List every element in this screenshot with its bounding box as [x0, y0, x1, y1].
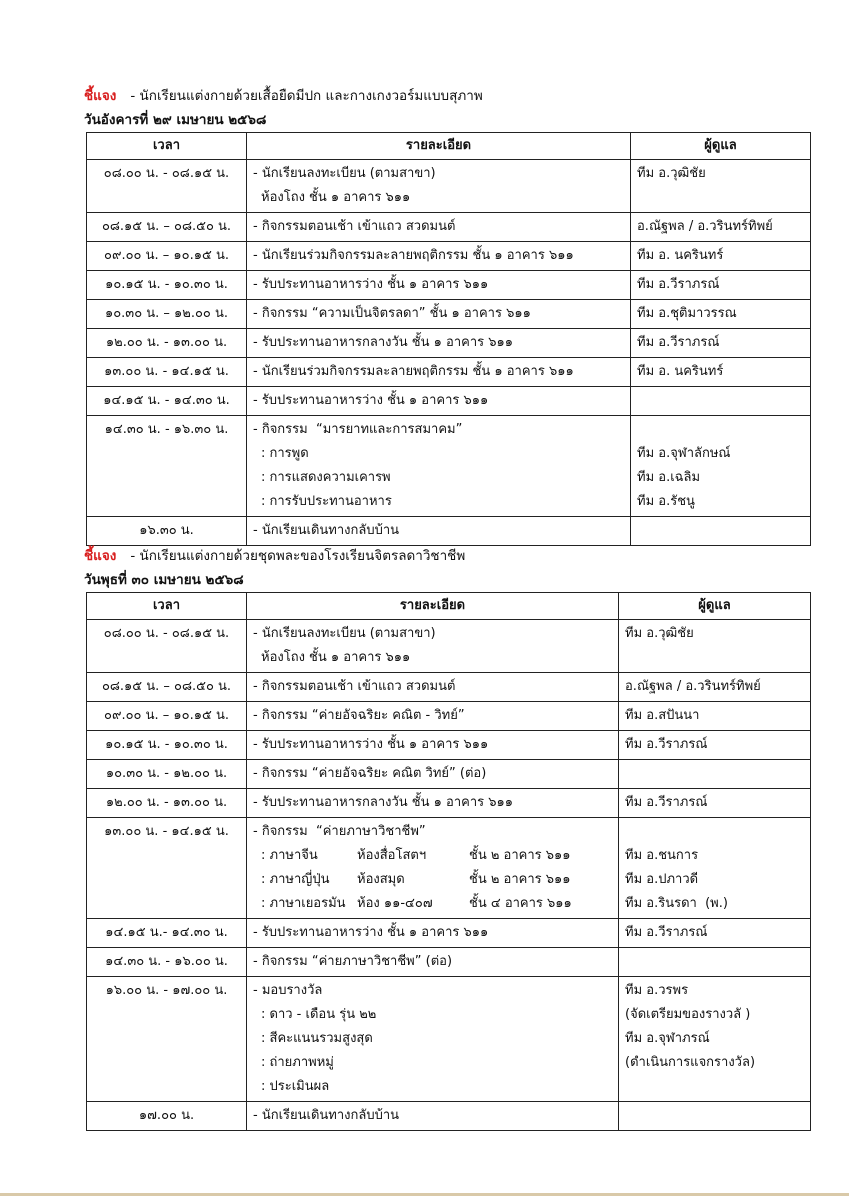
language-room: ห้อง ๑๑-๔๐๗ [357, 896, 433, 911]
row-detail: - นักเรียนเดินทางกลับบ้าน [247, 1102, 619, 1131]
language-floor: ชั้น ๒ อาคาร ๖๑๑ [469, 872, 571, 887]
table-row [87, 387, 811, 416]
staff-line: (ดำเนินการแจกรางวัล) [625, 1055, 756, 1070]
row-detail [247, 818, 619, 919]
row-staff: ทีม อ. นครินทร์ [631, 358, 811, 387]
detail-line: - นักเรียนลงทะเบียน (ตามสาขา) [253, 626, 436, 641]
dress-note-2 [84, 544, 465, 566]
table-row [87, 213, 811, 242]
row-staff [619, 1102, 811, 1131]
row-time: ๐๘.๑๕ น. – ๐๘.๕๐ น. [87, 673, 247, 702]
table-row [87, 977, 811, 1102]
staff-line: ทีม อ.จุฬาภรณ์ [625, 1031, 710, 1046]
detail-sub-item: : ดาว - เดือน รุ่น ๒๒ [261, 1007, 377, 1022]
table-row [87, 948, 811, 977]
staff-line: ทีม อ.ชนการ [625, 848, 699, 863]
row-detail: - รับประทานอาหารว่าง ชั้น ๑ อาคาร ๖๑๑ [247, 271, 631, 300]
language-room: ห้องสื่อโสตฯ [357, 848, 427, 863]
row-time: ๑๗.๐๐ น. [87, 1102, 247, 1131]
row-time: ๑๐.๓๐ น. – ๑๒.๐๐ น. [87, 300, 247, 329]
header-time: เวลา [87, 133, 247, 160]
table-row [87, 620, 811, 673]
row-time: ๑๓.๐๐ น. - ๑๔.๑๕ น. [87, 818, 247, 919]
language-floor: ชั้น ๒ อาคาร ๖๑๑ [469, 848, 571, 863]
staff-line: ทีม อ.จุฬาลักษณ์ [637, 446, 731, 461]
row-time: ๐๘.๑๕ น. – ๐๘.๕๐ น. [87, 213, 247, 242]
table-row [87, 1102, 811, 1131]
row-detail: - รับประทานอาหารกลางวัน ชั้น ๑ อาคาร ๖๑๑ [247, 789, 619, 818]
note-label: ชี้แจง [84, 88, 117, 104]
day-heading-1: วันอังคารที่ ๒๙ เมษายน ๒๕๖๘ [84, 112, 267, 128]
detail-sub-item: : ประเมินผล [261, 1079, 330, 1094]
header-detail: รายละเอียด [247, 593, 619, 620]
day-heading-2: วันพุธที่ ๓๐ เมษายน ๒๕๖๘ [84, 572, 244, 588]
note-text: - นักเรียนแต่งกายด้วยชุดพละของโรงเรียนจิตรลดาวิชาชีพ [130, 548, 466, 564]
schedule-table-1 [86, 132, 811, 546]
table-row [87, 271, 811, 300]
header-staff: ผู้ดูแล [631, 133, 811, 160]
row-time: ๐๘.๐๐ น. - ๐๘.๑๕ น. [87, 160, 247, 213]
row-staff [619, 977, 811, 1102]
row-detail [247, 160, 631, 213]
row-staff [631, 387, 811, 416]
row-detail: - รับประทานอาหารว่าง ชั้น ๑ อาคาร ๖๑๑ [247, 731, 619, 760]
row-time: ๑๔.๑๕ น. - ๑๔.๓๐ น. [87, 387, 247, 416]
row-detail: - กิจกรรม “ค่ายอัจฉริยะ คณิต วิทย์” (ต่อ) [247, 760, 619, 789]
table-row [87, 731, 811, 760]
row-staff [619, 818, 811, 919]
table-row [87, 160, 811, 213]
table-row [87, 242, 811, 271]
staff-line: ทีม อ.ปภาวดี [625, 872, 699, 887]
table-row [87, 789, 811, 818]
row-staff: อ.ณัฐพล / อ.วรินทร์ทิพย์ [631, 213, 811, 242]
table-row [87, 818, 811, 919]
header-detail: รายละเอียด [247, 133, 631, 160]
row-time: ๑๖.๓๐ น. [87, 517, 247, 546]
row-detail: - รับประทานอาหารว่าง ชั้น ๑ อาคาร ๖๑๑ [247, 919, 619, 948]
language-item [253, 892, 612, 916]
row-detail: - นักเรียนร่วมกิจกรรมละลายพฤติกรรม ชั้น ๑ อาคาร ๖๑๑ [247, 358, 631, 387]
dress-note-1 [84, 84, 483, 106]
staff-line: ทีม อ.รัชนู [637, 494, 695, 509]
row-staff: ทีม อ.ชุติมาวรรณ [631, 300, 811, 329]
detail-sub-item: : การแสดงความเคารพ [261, 470, 391, 485]
staff-line: ทีม อ.เฉลิม [637, 470, 701, 485]
row-staff: ทีม อ.วุฒิชัย [631, 160, 811, 213]
row-detail: - รับประทานอาหารกลางวัน ชั้น ๑ อาคาร ๖๑๑ [247, 329, 631, 358]
row-time: ๑๒.๐๐ น. - ๑๓.๐๐ น. [87, 789, 247, 818]
row-time: ๐๙.๐๐ น. – ๑๐.๑๕ น. [87, 242, 247, 271]
row-time: ๑๔.๓๐ น. - ๑๖.๐๐ น. [87, 948, 247, 977]
staff-line: ทีม อ.รินรดา (พ.) [625, 896, 728, 911]
row-detail: - กิจกรรม “ค่ายอัจฉริยะ คณิต - วิทย์” [247, 702, 619, 731]
table-row [87, 416, 811, 517]
table-row [87, 358, 811, 387]
row-time: ๑๐.๑๕ น. - ๑๐.๓๐ น. [87, 731, 247, 760]
row-staff: ทีม อ. นครินทร์ [631, 242, 811, 271]
table-header [87, 593, 811, 620]
table-row [87, 673, 811, 702]
row-staff [631, 416, 811, 517]
row-staff: อ.ณัฐพล / อ.วรินทร์ทิพย์ [619, 673, 811, 702]
row-staff: ทีม อ.วุฒิชัย [619, 620, 811, 673]
detail-sub-item: : การพูด [261, 446, 309, 461]
row-detail: - รับประทานอาหารว่าง ชั้น ๑ อาคาร ๖๑๑ [247, 387, 631, 416]
row-time: ๐๙.๐๐ น. – ๑๐.๑๕ น. [87, 702, 247, 731]
table-row [87, 300, 811, 329]
table-row [87, 702, 811, 731]
note-text: - นักเรียนแต่งกายด้วยเสื้อยืดมีปก และกางเกงวอร์มแบบสุภาพ [130, 88, 483, 104]
row-time: ๑๓.๐๐ น. - ๑๔.๑๕ น. [87, 358, 247, 387]
language-name: : ภาษาญี่ปุ่น [261, 872, 330, 887]
row-staff: ทีม อ.วีราภรณ์ [619, 919, 811, 948]
row-detail [247, 620, 619, 673]
note-label: ชี้แจง [84, 548, 117, 564]
language-floor: ชั้น ๔ อาคาร ๖๑๑ [469, 896, 572, 911]
detail-sub-item: : การรับประทานอาหาร [261, 494, 392, 509]
schedule-table-2 [86, 592, 811, 1131]
language-name: : ภาษาเยอรมัน [261, 896, 346, 911]
row-detail [247, 977, 619, 1102]
table-header [87, 133, 811, 160]
row-staff: ทีม อ.สปันนา [619, 702, 811, 731]
table-row [87, 329, 811, 358]
row-staff: ทีม อ.วีราภรณ์ [619, 789, 811, 818]
table-row [87, 919, 811, 948]
header-time: เวลา [87, 593, 247, 620]
detail-line: - กิจกรรม “มารยาทและการสมาคม” [253, 422, 463, 437]
detail-line: ห้องโถง ชั้น ๑ อาคาร ๖๑๑ [261, 190, 411, 205]
language-room: ห้องสมุด [357, 872, 405, 887]
staff-line: ทีม อ.วรพร [625, 983, 689, 998]
row-time: ๑๔.๓๐ น. - ๑๖.๓๐ น. [87, 416, 247, 517]
row-detail: - กิจกรรมตอนเช้า เข้าแถว สวดมนต์ [247, 673, 619, 702]
row-detail [247, 416, 631, 517]
staff-line: (จัดเตรียมของรางวลั ) [625, 1007, 751, 1022]
language-name: : ภาษาจีน [261, 848, 318, 863]
row-detail: - กิจกรรมตอนเช้า เข้าแถว สวดมนต์ [247, 213, 631, 242]
row-detail: - กิจกรรม “ความเป็นจิตรลดา” ชั้น ๑ อาคาร ๖๑๑ [247, 300, 631, 329]
language-item [253, 844, 612, 868]
table-row [87, 517, 811, 546]
row-time: ๑๖.๐๐ น. - ๑๗.๐๐ น. [87, 977, 247, 1102]
detail-sub-item: : สีคะแนนรวมสูงสุด [261, 1031, 373, 1046]
row-detail: - กิจกรรม “ค่ายภาษาวิชาชีพ” (ต่อ) [247, 948, 619, 977]
table-row [87, 760, 811, 789]
detail-line: - นักเรียนลงทะเบียน (ตามสาขา) [253, 166, 436, 181]
row-staff: ทีม อ.วีราภรณ์ [619, 731, 811, 760]
row-time: ๐๘.๐๐ น. - ๐๘.๑๕ น. [87, 620, 247, 673]
row-staff [619, 948, 811, 977]
header-staff: ผู้ดูแล [619, 593, 811, 620]
row-time: ๑๐.๑๕ น. - ๑๐.๓๐ น. [87, 271, 247, 300]
language-item [253, 868, 612, 892]
row-detail: - นักเรียนร่วมกิจกรรมละลายพฤติกรรม ชั้น ๑ อาคาร ๖๑๑ [247, 242, 631, 271]
row-time: ๑๐.๓๐ น. - ๑๒.๐๐ น. [87, 760, 247, 789]
detail-line: - มอบรางวัล [253, 983, 323, 998]
row-detail: - นักเรียนเดินทางกลับบ้าน [247, 517, 631, 546]
detail-line: ห้องโถง ชั้น ๑ อาคาร ๖๑๑ [261, 650, 411, 665]
row-time: ๑๒.๐๐ น. - ๑๓.๐๐ น. [87, 329, 247, 358]
detail-line: - กิจกรรม “ค่ายภาษาวิชาชีพ” [253, 824, 426, 839]
page-bottom-border [0, 1193, 849, 1196]
row-staff [619, 760, 811, 789]
row-staff [631, 517, 811, 546]
detail-sub-item: : ถ่ายภาพหมู่ [261, 1055, 334, 1070]
row-time: ๑๔.๑๕ น.- ๑๔.๓๐ น. [87, 919, 247, 948]
row-staff: ทีม อ.วีราภรณ์ [631, 329, 811, 358]
row-staff: ทีม อ.วีราภรณ์ [631, 271, 811, 300]
